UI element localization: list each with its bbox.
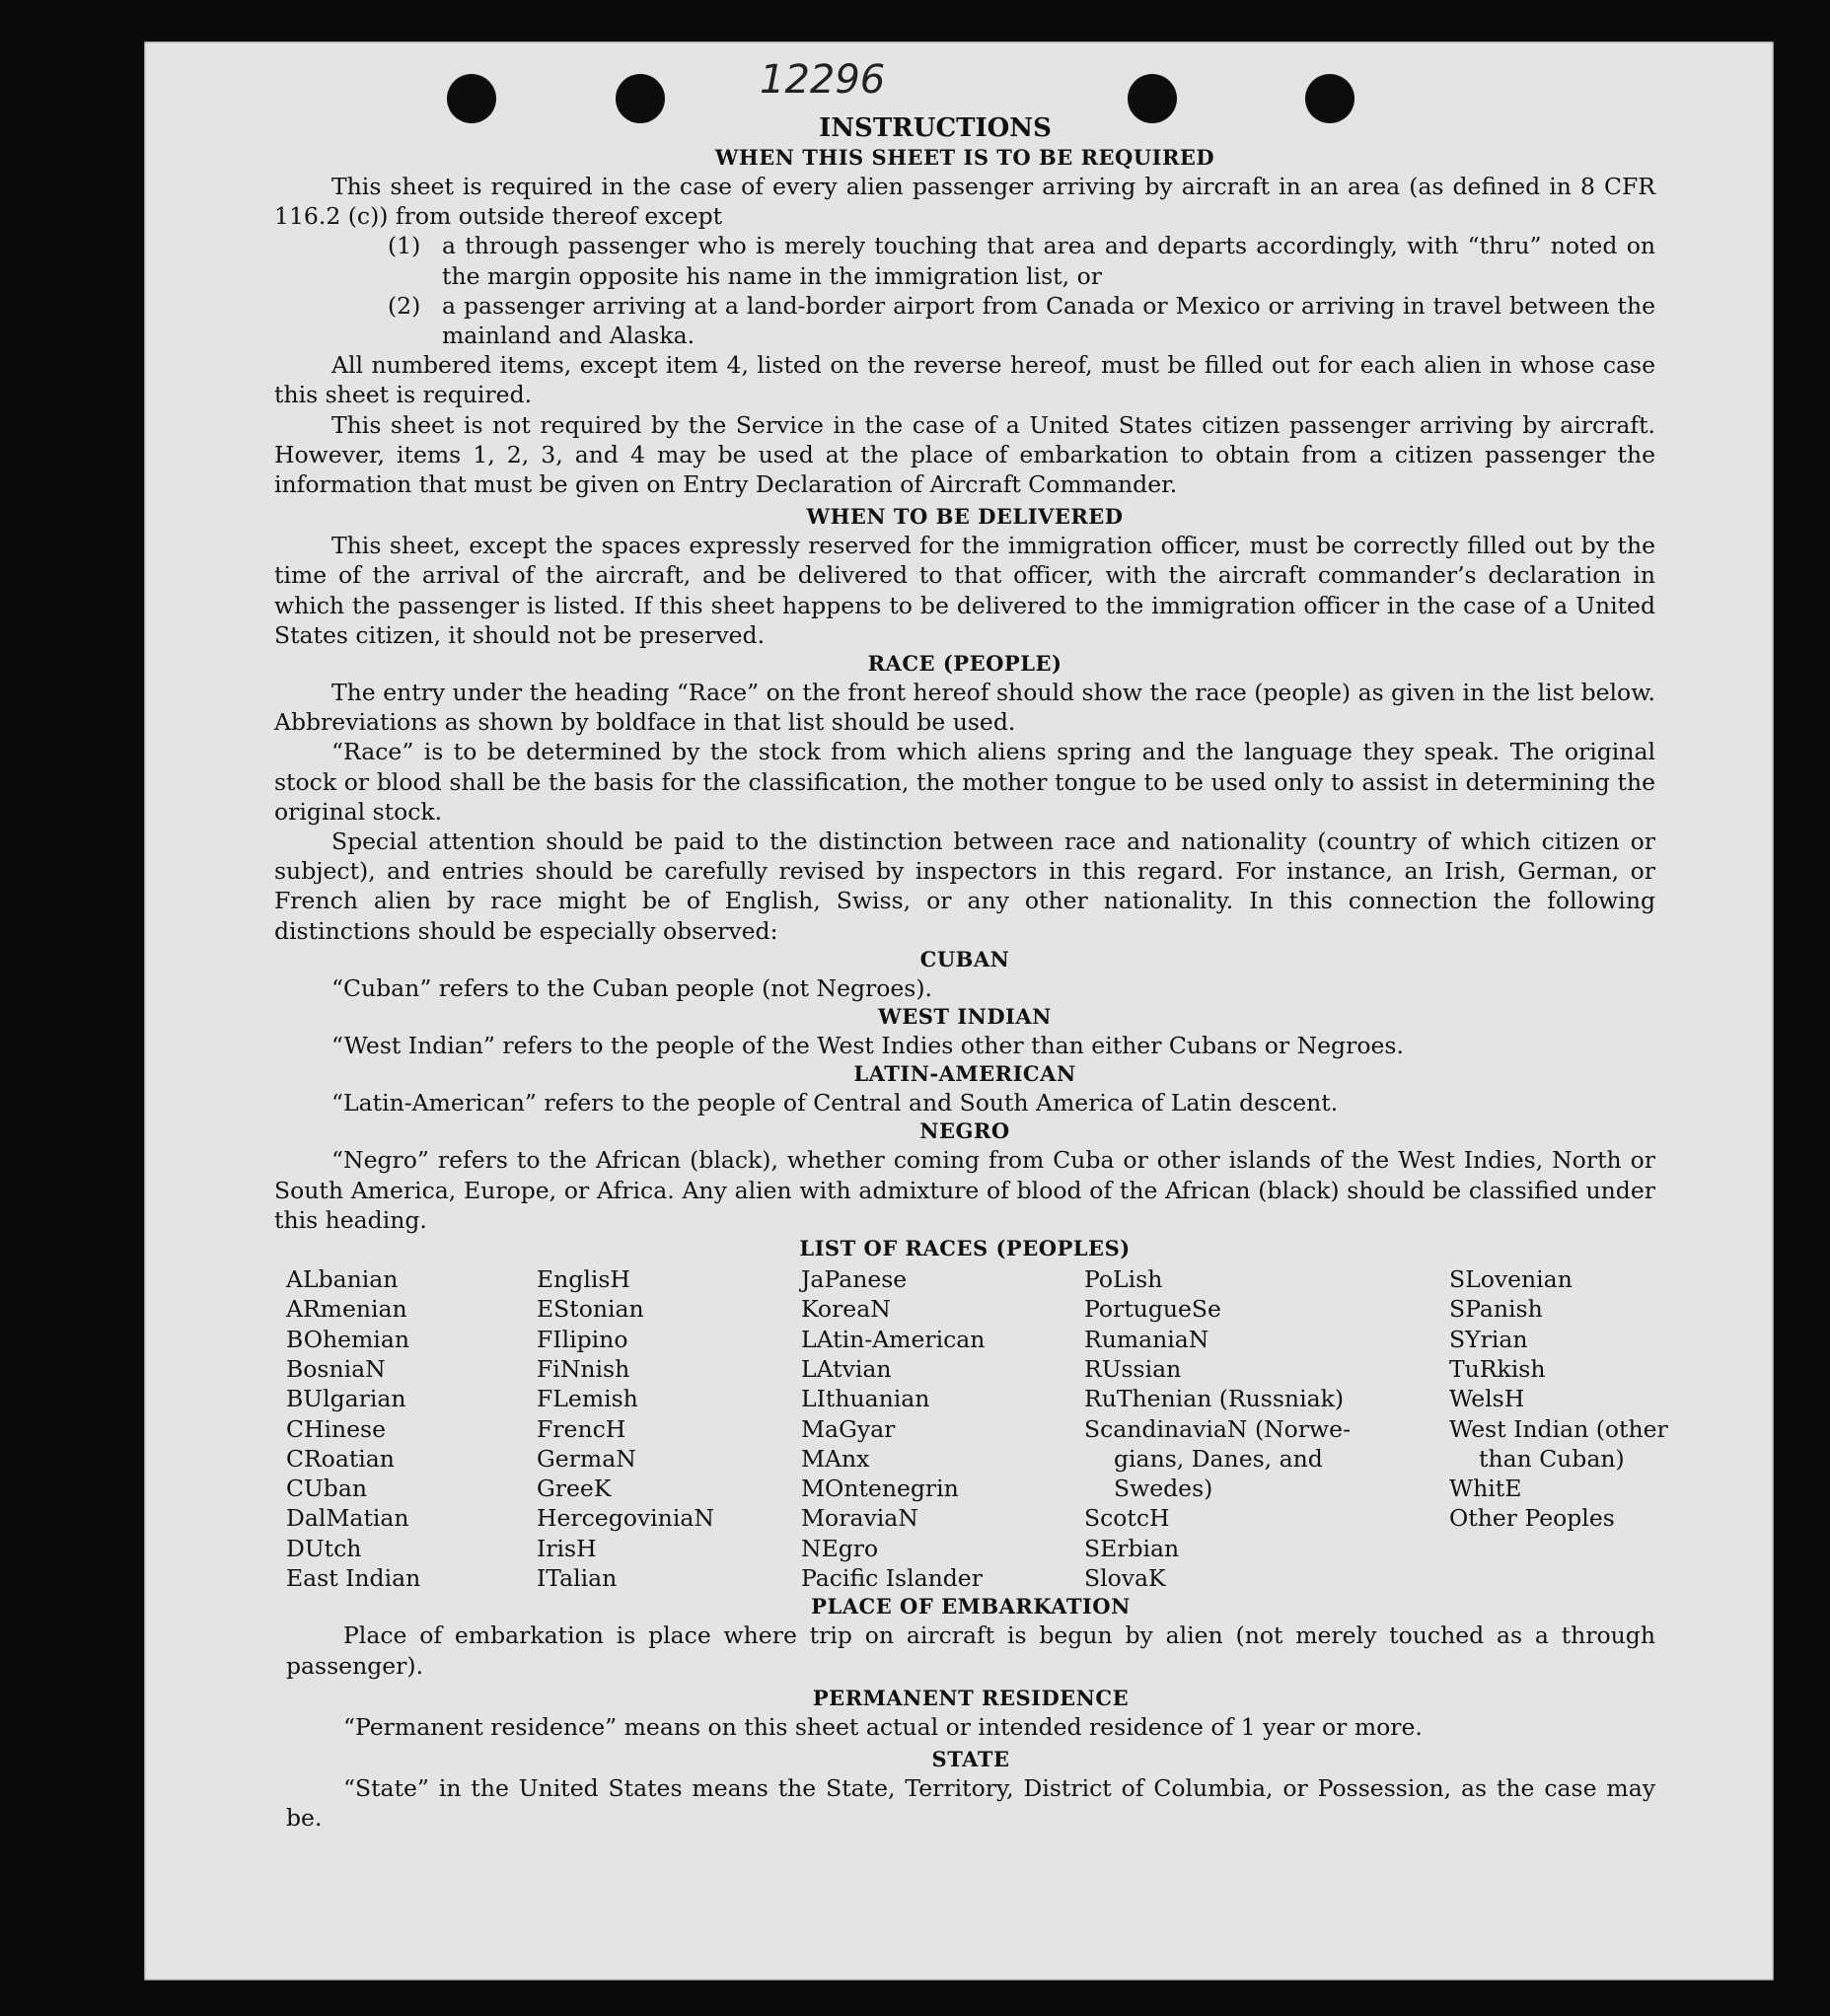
paragraph: All numbered items, except item 4, listed on the reverse hereof, must be filled out for each alien in whose case this sheet is required. xyxy=(274,351,1655,409)
race-entry: East Indian xyxy=(286,1564,421,1593)
race-group xyxy=(1449,1474,1706,1534)
race-entry: SYrian xyxy=(1449,1325,1528,1353)
race-entry: SErbian xyxy=(1084,1534,1180,1562)
race-entry: DalMatian xyxy=(286,1504,409,1533)
race-entry: CHinese xyxy=(286,1414,386,1443)
race-entry: FrencH xyxy=(537,1414,626,1443)
document-sheet xyxy=(144,41,1774,1980)
section-heading-race: RACE (PEOPLE) xyxy=(867,651,1062,677)
section-heading-list-of-races: LIST OF RACES (PEOPLES) xyxy=(799,1236,1131,1261)
race-entry: SlovaK xyxy=(1084,1564,1166,1593)
race-entry: TuRkish xyxy=(1449,1354,1546,1383)
item-number: (1) xyxy=(388,232,421,260)
race-list xyxy=(286,1264,1668,1593)
race-entry: FIlipino xyxy=(537,1325,628,1353)
race-entry: EStonian xyxy=(537,1295,644,1324)
race-entry: BOhemian xyxy=(286,1325,409,1353)
race-entry: LIthuanian xyxy=(801,1385,930,1413)
paragraph: Place of embarkation is place where trip on aircraft is begun by alien (not merely touched as a through passenger). xyxy=(286,1621,1655,1680)
race-entry: BosniaN xyxy=(286,1354,386,1383)
race-group xyxy=(1449,1264,1706,1413)
race-entry: DUtch xyxy=(286,1534,362,1562)
paragraph: “Permanent residence” means on this sheet actual or intended residence of 1 year or more. xyxy=(343,1712,1423,1741)
item-text: a through passenger who is merely touching that area and departs accordingly, with “thru” noted on the margin opposite his name in the immigration list, or xyxy=(442,232,1655,290)
paragraph: The entry under the heading “Race” on the front hereof should show the race (people) as given in the list below. Abbreviations as shown by boldface in that list should be used. xyxy=(274,679,1655,737)
paragraph: “Negro” refers to the African (black), whether coming from Cuba or other islands of the West Indies, North or South America, Europe, or Africa. Any alien with admixture of blood of the African (black) should be classified under this heading. xyxy=(274,1146,1655,1234)
page-title: INSTRUCTIONS xyxy=(819,113,1052,143)
race-entry: PoLish xyxy=(1084,1265,1163,1294)
item-text: a passenger arriving at a land-border airport from Canada or Mexico or arriving in travel between the mainland and Alaska. xyxy=(442,291,1655,350)
race-entry-continuation: Swedes) xyxy=(1114,1475,1213,1503)
race-entry: WhitE xyxy=(1449,1475,1522,1503)
race-entry: KoreaN xyxy=(801,1295,891,1324)
paragraph: This sheet is required in the case of every alien passenger arriving by aircraft in an area (as defined in 8 CFR 116.2 (c)) from outside thereof except xyxy=(274,173,1655,231)
section-heading-required: WHEN THIS SHEET IS TO BE REQUIRED xyxy=(714,145,1215,170)
race-entry: ScotcH xyxy=(1084,1504,1170,1533)
paragraph: “State” in the United States means the State, Territory, District of Columbia, or Possession, as the case may be. xyxy=(286,1773,1655,1833)
race-entry: ScandinaviaN (Norwe- xyxy=(1084,1414,1352,1443)
race-entry: PortugueSe xyxy=(1084,1295,1221,1324)
race-group xyxy=(1084,1264,1449,1413)
race-entry: IrisH xyxy=(537,1534,597,1562)
race-entry: ITalian xyxy=(537,1564,618,1593)
race-entry: MOntenegrin xyxy=(801,1475,959,1503)
race-entry: SPanish xyxy=(1449,1295,1543,1324)
section-heading-west-indian: WEST INDIAN xyxy=(878,1004,1052,1030)
race-column xyxy=(1449,1264,1706,1593)
race-entry: RuThenian (Russniak) xyxy=(1084,1385,1344,1413)
paragraph: This sheet is not required by the Service in the case of a United States citizen passenger arriving by aircraft. However, items 1, 2, 3, and 4 may be used at the place of embarkation to obtain from a citizen passenger the information that must be given on Entry Declaration of Aircraft Commander. xyxy=(274,410,1655,499)
race-entry: NEgro xyxy=(801,1534,879,1562)
race-entry: West Indian (other xyxy=(1449,1414,1668,1443)
race-entry: FLemish xyxy=(537,1385,638,1413)
paragraph: “Cuban” refers to the Cuban people (not Negroes). xyxy=(331,973,933,1002)
race-entry-continuation: than Cuban) xyxy=(1479,1444,1625,1473)
item-number: (2) xyxy=(388,291,421,320)
race-entry: WelsH xyxy=(1449,1385,1525,1413)
race-entry: GreeK xyxy=(537,1475,612,1503)
race-entry: LAtvian xyxy=(801,1354,892,1383)
race-entry: Pacific Islander xyxy=(801,1564,983,1593)
paragraph: “West Indian” refers to the people of the West Indies other than either Cubans or Negroes. xyxy=(331,1032,1404,1060)
section-heading-state: STATE xyxy=(931,1746,1010,1771)
race-entry: CUban xyxy=(286,1475,367,1503)
race-entry: MAnx xyxy=(801,1444,870,1473)
race-entry: SLovenian xyxy=(1449,1265,1573,1294)
list-item xyxy=(388,231,1655,290)
race-entry: RUssian xyxy=(1084,1354,1182,1383)
paragraph: This sheet, except the spaces expressly reserved for the immigration officer, must be correctly filled out by the time of the arrival of the aircraft, and be delivered to that officer, with the aircraft commander’s declaration in which the passenger is listed. If this sheet happens to be delivered to the immigration officer in the case of a United States citizen, it should not be preserved. xyxy=(274,532,1655,649)
race-entry: JaPanese xyxy=(801,1265,908,1294)
race-column xyxy=(1084,1264,1449,1593)
section-heading-latin-american: LATIN-AMERICAN xyxy=(853,1061,1076,1087)
race-column xyxy=(286,1264,537,1593)
race-entry: EnglisH xyxy=(537,1265,630,1294)
race-entry: LAtin-American xyxy=(801,1325,986,1353)
race-group xyxy=(1084,1503,1449,1593)
paragraph: “Latin-American” refers to the people of Central and South America of Latin descent. xyxy=(331,1089,1339,1117)
race-entry: BUlgarian xyxy=(286,1385,406,1413)
section-heading-delivered: WHEN TO BE DELIVERED xyxy=(806,504,1124,530)
race-entry: GermaN xyxy=(537,1444,636,1473)
instructions-body xyxy=(274,112,1668,1833)
paragraph: Special attention should be paid to the distinction between race and nationality (country of which citizen or subject), and entries should be carefully revised by inspectors in this regard. For instance, an Irish, German, or French alien by race might be of English, Swiss, or any other nationality. In this connection the following distinctions should be especially observed: xyxy=(274,828,1655,945)
list-item xyxy=(388,291,1655,350)
race-entry: FiNnish xyxy=(537,1354,630,1383)
race-column xyxy=(537,1264,801,1593)
race-entry: CRoatian xyxy=(286,1444,395,1473)
race-entry: ALbanian xyxy=(286,1265,399,1294)
race-entry: MaGyar xyxy=(801,1414,896,1443)
section-heading-negro: NEGRO xyxy=(919,1118,1010,1144)
section-heading-cuban: CUBAN xyxy=(919,946,1010,972)
race-entry: HercegoviniaN xyxy=(537,1504,714,1533)
handwritten-number: 12296 xyxy=(760,57,886,103)
race-entry-continuation: gians, Danes, and xyxy=(1114,1444,1323,1473)
race-entry: Other Peoples xyxy=(1449,1504,1615,1533)
section-heading-embarkation: PLACE OF EMBARKATION xyxy=(811,1594,1131,1620)
race-entry: RumaniaN xyxy=(1084,1325,1209,1353)
race-column xyxy=(801,1264,1084,1593)
section-heading-residence: PERMANENT RESIDENCE xyxy=(812,1685,1130,1710)
race-entry: MoraviaN xyxy=(801,1504,918,1533)
paragraph: “Race” is to be determined by the stock from which aliens spring and the language they speak. The original stock or blood shall be the basis for the classification, the mother tongue to be used only to assist in determining the original stock. xyxy=(274,738,1655,826)
race-entry: ARmenian xyxy=(286,1295,407,1324)
